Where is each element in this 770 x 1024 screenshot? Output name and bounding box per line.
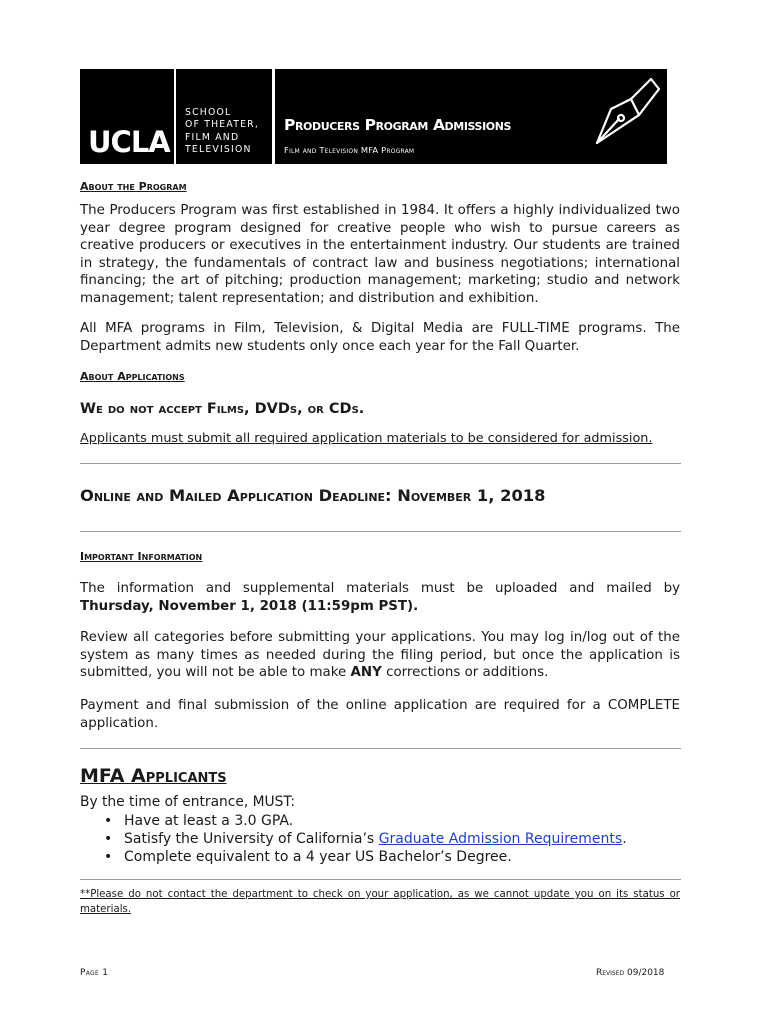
divider: [80, 879, 681, 880]
divider: [80, 748, 681, 749]
list-item: • Have at least a 3.0 GPA.: [104, 813, 294, 829]
deadline-heading: Online and Mailed Application Deadline: November 1, 2018: [80, 486, 546, 505]
bullet-icon: •: [104, 849, 113, 865]
program-title: Producers Program Admissions: [284, 116, 512, 134]
bullet-icon: •: [104, 813, 113, 829]
school-name-block: [176, 69, 272, 164]
about-program-heading: About the Program: [80, 180, 187, 193]
mfa-applicants-heading: MFA Applicants: [80, 765, 227, 787]
revision-date: Revised 09/2018: [596, 968, 665, 978]
ucla-logo: UCLA: [88, 125, 170, 159]
list-item: • Complete equivalent to a 4 year US Bachelor’s Degree.: [104, 849, 512, 865]
contact-note: **Please do not contact the department to check on your application, as we cannot update you on its status or materials.: [80, 889, 680, 915]
school-line: OF THEATER,: [185, 119, 259, 131]
payment-paragraph: Payment and final submission of the online application are required for a COMPLETE application.: [80, 698, 680, 731]
school-name: [185, 107, 259, 156]
list-item: • Satisfy the University of California’s Graduate Admission Requirements.: [104, 831, 627, 847]
program-subtitle: Film and Television MFA Program: [284, 145, 415, 155]
school-line: TELEVISION: [185, 143, 252, 155]
important-info-heading: Important Information: [80, 550, 203, 563]
program-title-block: [275, 69, 667, 164]
submit-requirement-note: Applicants must submit all required application materials to be considered for admission.: [80, 431, 653, 446]
entrance-requirements-intro: By the time of entrance, MUST:: [80, 794, 295, 810]
graduate-requirements-link[interactable]: Graduate Admission Requirements: [378, 831, 623, 847]
no-media-notice: We do not accept Films, DVDs, or CDs.: [80, 401, 365, 417]
school-line: FILM AND: [185, 131, 240, 143]
review-paragraph: Review all categories before submitting your applications. You may log in/log out of the system as many times as needed during the filing period, but once the application is submitted, you will not be able to make ANY corrections or additions.: [80, 630, 680, 681]
upload-deadline-paragraph: The information and supplemental materials must be uploaded and mailed by Thursday, November 1, 2018 (11:59pm PST).: [80, 581, 680, 614]
school-line: SCHOOL: [185, 107, 232, 118]
fulltime-paragraph: All MFA programs in Film, Television, & Digital Media are FULL-TIME programs. The Department admits new students only once each year for the Fall Quarter.: [80, 321, 680, 354]
about-applications-heading: About Applications: [80, 370, 185, 383]
ucla-logo-block: [80, 69, 174, 164]
divider: [80, 531, 681, 532]
fountain-pen-icon: [595, 75, 663, 147]
divider: [80, 463, 681, 464]
page-number: Page 1: [80, 968, 109, 978]
about-program-paragraph: The Producers Program was first established in 1984. It offers a highly individualized two year degree program designed for creative people who wish to pursue careers as creative producers or executives in the entertainment industry. Our students are trained in strategy, the fundamentals of contract law and business negotiations; international financing; the art of pitching; production management; marketing; studio and network management; talent representation; and distribution and exhibition.: [80, 203, 680, 306]
bullet-icon: •: [104, 831, 113, 847]
